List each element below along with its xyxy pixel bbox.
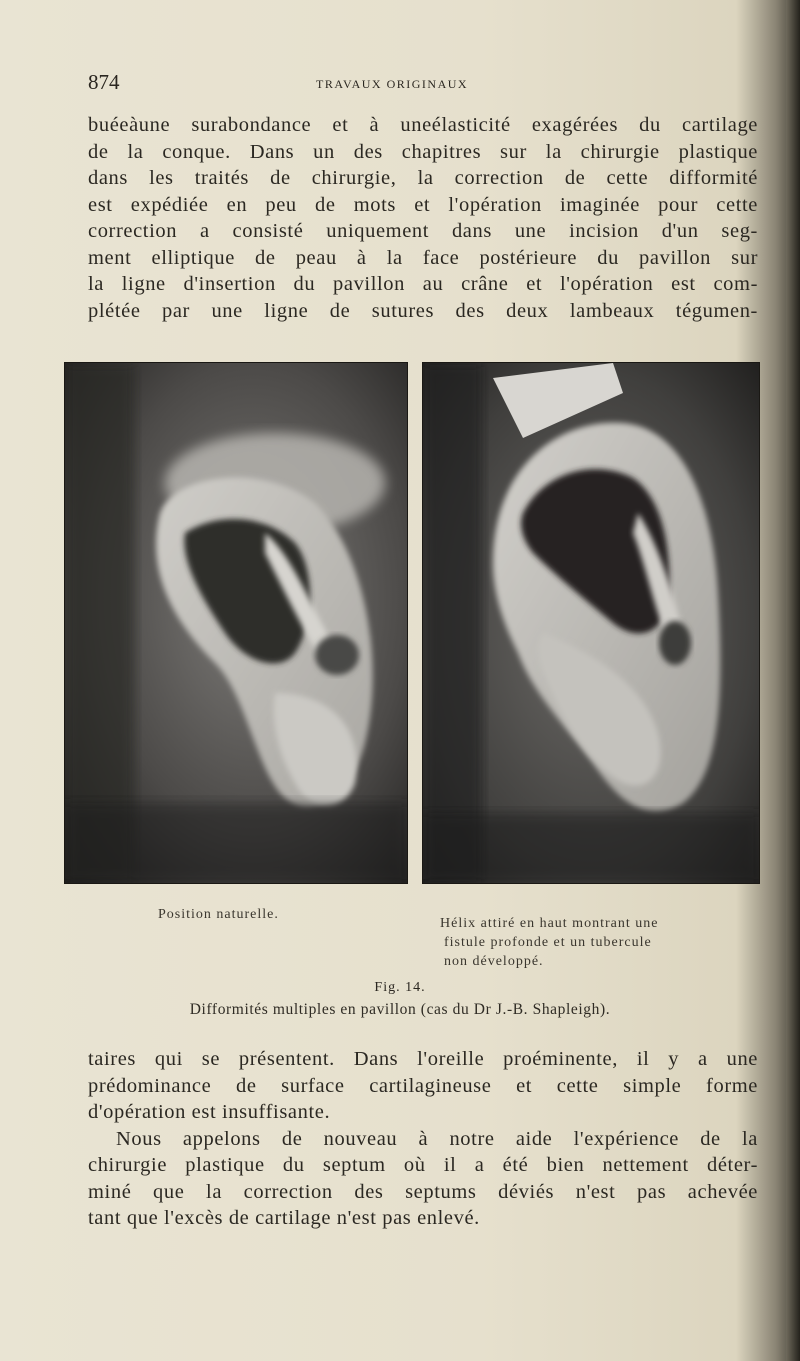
text-line: d'opération est insuffisante. — [88, 1101, 331, 1123]
page-header — [88, 70, 748, 98]
figure-number: Fig. 14. — [374, 980, 426, 995]
text-line: dans les traités de chirurgie, la correction de cette difformité — [88, 167, 758, 189]
text-line: taires qui se présentent. Dans l'oreille proéminente, il y a une — [88, 1048, 758, 1070]
text-line: la ligne d'insertion du pavillon au crâne et l'opération est com- — [88, 273, 758, 295]
running-head: TRAVAUX ORIGINAUX — [316, 77, 469, 91]
text-line: plétée par une ligne de sutures des deux lambeaux tégumen- — [88, 299, 758, 322]
text-line: correction a consisté uniquement dans une incision d'un seg- — [88, 220, 758, 242]
text-line: Nous appelons de nouveau à notre aide l'expérience de la — [116, 1127, 758, 1150]
text-line: buéeàune surabondance et à uneélasticité exagérées du cartilage — [88, 114, 758, 136]
ear-photo-helix-pulled-up — [422, 362, 760, 884]
text-line: chirurgie plastique du septum où il a été bien nettement déter- — [88, 1154, 758, 1176]
caption-line: fistule profonde et un tubercule — [444, 935, 652, 950]
caption-line: non développé. — [444, 954, 544, 969]
figure-caption: Difformités multiples en pavillon (cas du Dr J.-B. Shapleigh). — [189, 1001, 611, 1018]
paragraph-bottom — [88, 1046, 758, 1232]
text-line: prédominance de surface cartilagineuse et cette simple forme — [88, 1074, 758, 1097]
text-line: ment elliptique de peau à la face postérieure du pavillon sur — [88, 246, 758, 269]
paragraph-top — [88, 112, 758, 324]
ear-photo-natural-position — [64, 362, 408, 884]
left-photo-caption: Position naturelle. — [158, 907, 279, 922]
right-photo-caption — [440, 914, 780, 971]
text-line: de la conque. Dans un des chapitres sur la chirurgie plastique — [88, 140, 758, 163]
text-line: est expédiée en peu de mots et l'opération imaginée pour cette — [88, 193, 758, 216]
caption-line: Hélix attiré en haut montrant une — [440, 916, 659, 931]
text-line: tant que l'excès de cartilage n'est pas enlevé. — [88, 1207, 480, 1229]
page-number: 874 — [88, 70, 120, 94]
text-line: miné que la correction des septums déviés n'est pas achevée — [88, 1180, 758, 1203]
book-edge-shadow — [786, 0, 800, 1361]
